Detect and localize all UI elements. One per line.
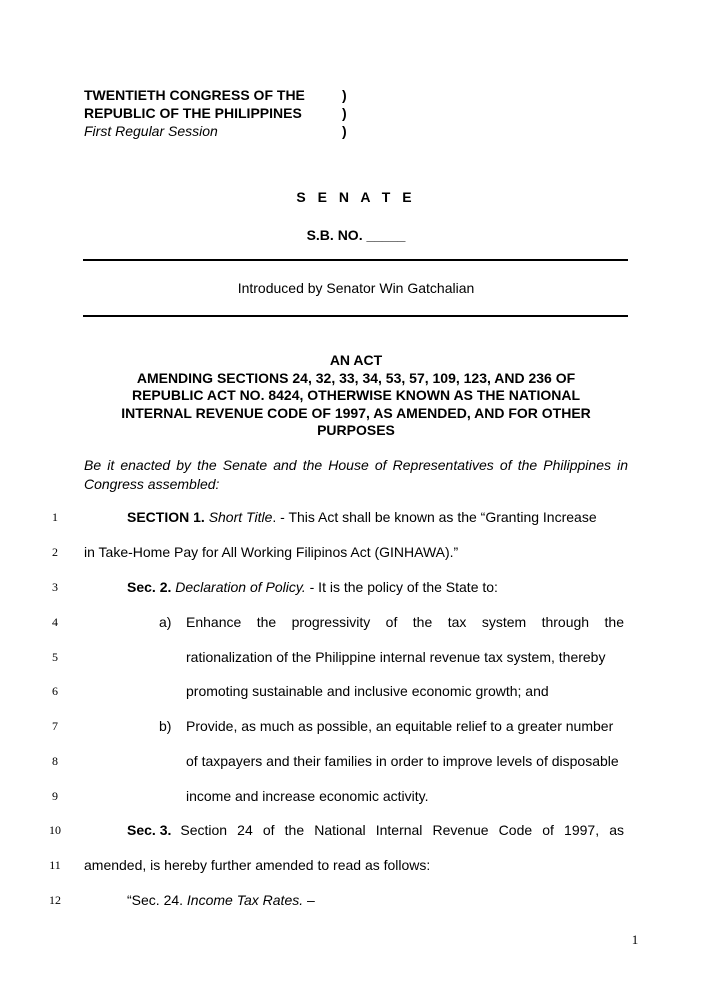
section-ref: “Sec. 24.: [127, 892, 184, 908]
body-line: amended, is hereby further amended to read as follows:: [84, 857, 431, 873]
act-title-line: REPUBLIC ACT NO. 8424, OTHERWISE KNOWN AS THE NATIONAL: [131, 387, 581, 403]
line-number: 12: [49, 893, 61, 907]
line-number: 2: [52, 545, 58, 559]
list-item-b-line: of taxpayers and their families in order to improve levels of disposable: [186, 753, 619, 769]
dash: –: [307, 892, 315, 908]
section-label: Sec. 3.: [127, 822, 172, 838]
paren: ): [342, 123, 347, 139]
list-item-a-line: promoting sustainable and inclusive economic growth; and: [186, 683, 549, 699]
list-item-b-line: income and increase economic activity.: [186, 788, 429, 804]
section-3-line: [127, 822, 624, 838]
line-number: 9: [52, 789, 58, 803]
session-line: First Regular Session: [84, 123, 218, 139]
divider-top: [83, 259, 628, 261]
section-title: Short Title: [208, 509, 273, 525]
section-2-line: [127, 579, 498, 595]
divider-bottom: [83, 315, 628, 317]
page-number: 1: [631, 932, 639, 947]
line-number: 3: [52, 580, 58, 594]
act-title-line: AMENDING SECTIONS 24, 32, 33, 34, 53, 57, 109, 123, AND 236 OF: [136, 369, 576, 386]
enacting-clause: Be it enacted by the Senate and the House of Representatives of the Philippines in Congress assembled:: [84, 457, 628, 492]
section-text: Section 24 of the National Internal Revenue Code of 1997, as: [180, 822, 624, 838]
line-number: 10: [49, 823, 61, 837]
section-label: Sec. 2.: [127, 579, 172, 595]
act-title: [84, 352, 628, 440]
line-number: 7: [52, 719, 58, 733]
line-number: 11: [49, 858, 61, 872]
body-line: in Take-Home Pay for All Working Filipinos Act (GINHAWA).”: [84, 544, 459, 560]
list-item-b-line: Provide, as much as possible, an equitable relief to a greater number: [186, 718, 614, 734]
act-title-line: PURPOSES: [317, 422, 395, 438]
list-label: a): [159, 614, 172, 630]
act-title-line: AN ACT: [329, 352, 383, 368]
line-number: 1: [52, 510, 58, 524]
bill-number: S.B. NO. _____: [306, 227, 406, 243]
republic-line: REPUBLIC OF THE PHILIPPINES: [84, 105, 302, 121]
introduced-by: Introduced by Senator Win Gatchalian: [237, 280, 475, 296]
section-1-line: [127, 509, 597, 525]
section-text: - It is the policy of the State to:: [305, 579, 498, 595]
section-24-heading: [127, 892, 315, 908]
line-number: 6: [52, 684, 58, 698]
section-label: SECTION 1.: [127, 509, 205, 525]
line-number: 8: [52, 754, 58, 768]
section-title: Declaration of Policy.: [175, 579, 306, 595]
list-label: b): [159, 718, 172, 734]
line-number: 4: [52, 615, 58, 629]
senate-heading: S E N A T E: [296, 189, 416, 205]
document-header: [84, 86, 347, 140]
section-text: . - This Act shall be known as the “Granting Increase: [272, 509, 597, 525]
list-item-a-line: rationalization of the Philippine internal revenue tax system, thereby: [186, 649, 606, 665]
congress-line: TWENTIETH CONGRESS OF THE: [84, 87, 305, 103]
line-number: 5: [52, 650, 58, 664]
section-title: Income Tax Rates.: [186, 892, 304, 908]
act-title-line: INTERNAL REVENUE CODE OF 1997, AS AMENDED, AND FOR OTHER: [121, 404, 591, 421]
paren: ): [342, 105, 347, 121]
paren: ): [342, 87, 347, 103]
list-item-a-line: Enhance the progressivity of the tax system through the: [186, 614, 624, 630]
